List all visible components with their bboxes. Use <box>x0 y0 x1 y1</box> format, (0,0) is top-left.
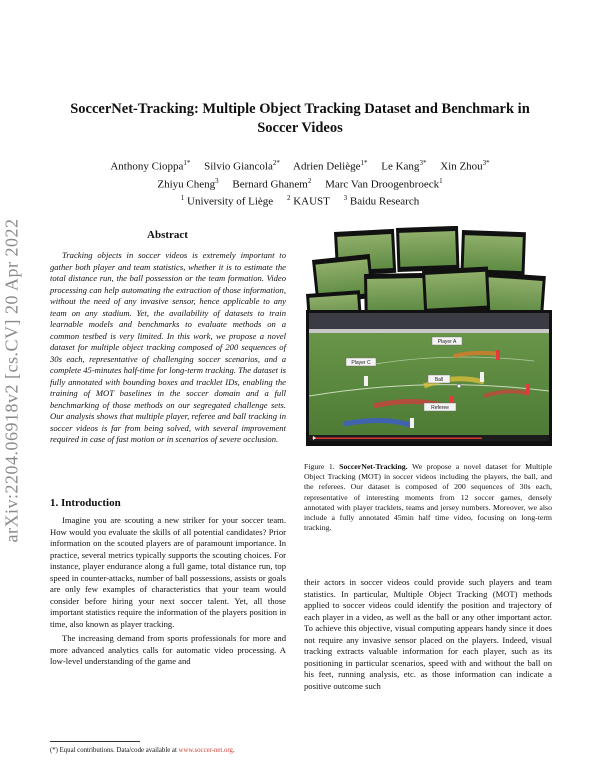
affiliation-name: University of Liège <box>187 195 274 208</box>
figure-label-player-c: Player C <box>351 360 371 366</box>
author-name: Anthony Cioppa <box>110 160 184 173</box>
intro-paragraph: Imagine you are scouting a new striker for your soccer team. How would you evaluate the skills of all potential candidates? Prior information on the scouted players are of paramount importance. In practice, several metrics typically supports the scouting choices. For instance, player endurance along a full game, total distance run, top speed in counter-attacks, number of ball possessions, assists or goals are only few examples of characteristics that your team would consider before hiring your next soccer talent. Yet, all those important statistics require the information of the players position in time, also known as player tracking. <box>50 515 286 629</box>
teaser-figure <box>304 226 554 458</box>
author-line-1 <box>40 156 560 174</box>
footnote-end: . <box>232 747 235 754</box>
author-affiliation-mark: 1* <box>360 159 368 167</box>
introduction-body <box>50 515 286 671</box>
footnote-rule <box>50 741 140 742</box>
intro-paragraph: The increasing demand from sports professionals for more and more advanced analytics calls for automatic video processing. A low-level understanding of the game and <box>50 633 286 666</box>
author-name: Marc Van Droogenbroeck <box>325 178 440 191</box>
caption-title: SoccerNet-Tracking. <box>339 462 408 471</box>
author-affiliation-mark: 3* <box>482 159 490 167</box>
author-name: Bernard Ghanem <box>232 178 308 191</box>
affiliation-mark: 2 <box>286 194 291 203</box>
author-name: Silvio Giancola <box>204 160 273 173</box>
figure-caption <box>304 462 552 533</box>
footnote-link[interactable]: www.soccer-net.org <box>178 747 233 754</box>
author-affiliation-mark: 3* <box>419 159 427 167</box>
caption-text: We propose a novel dataset for Multiple Object Tracking (MOT) in soccer videos including the players, the ball, and the referees. Our dataset is composed of 200 sequences of 30s each, representative of interesting moments from 12 soccer games, densely annotated with player tracklets, teams and jersey numbers. Moreover, we also include a fully annotated 45min half time video, focusing on long-term tracking. <box>304 462 552 533</box>
figure-image <box>304 226 554 458</box>
paper-title: SoccerNet-Tracking: Multiple Object Tracking Dataset and Benchmark in Soccer Videos <box>70 101 530 136</box>
figure-label-ball: Ball <box>434 377 444 383</box>
caption-label: Figure 1. <box>304 462 340 471</box>
figure-label-referee: Referee <box>431 405 449 411</box>
arxiv-stamp-text: arXiv:2204.06918v2 [cs.CV] 20 Apr 2022 <box>1 218 22 542</box>
affiliation-line <box>40 191 560 209</box>
author-name: Adrien Deliège <box>293 160 361 173</box>
arxiv-stamp <box>0 210 27 550</box>
abstract-heading: Abstract <box>147 229 188 241</box>
author-affiliation-mark: 1* <box>183 159 191 167</box>
author-name: Zhiyu Cheng <box>157 178 216 191</box>
author-affiliation-mark: 2 <box>307 176 312 185</box>
figure-label-player-a: Player A <box>437 339 457 345</box>
author-name: Xin Zhou <box>440 160 483 173</box>
author-affiliation-mark: 3 <box>215 176 219 185</box>
affiliation-mark: 1 <box>180 194 185 203</box>
footnote-text: (*) Equal contributions. Data/code available at <box>50 747 179 754</box>
footnote <box>50 746 300 755</box>
affiliation-name: KAUST <box>293 195 330 208</box>
affiliation-mark: 3 <box>343 194 348 203</box>
abstract-text: Tracking objects in soccer videos is extremely important to gather both player and team statistics, whether it is to estimate the total distance run, the ball possession or the team formation. Video processing can help automating the extraction of those information, without the need of any invasive sensor, hence applicable to any team on any stadium. Yet, the availability of datasets to train learnable models and benchmarks to evaluate methods on a common testbed is very limited. In this work, we propose a novel dataset for multiple object tracking composed of 200 sequences of 30s each, representative of challenging soccer scenarios, and a complete 45-minutes half-time for long-term tracking. The dataset is fully annotated with bounding boxes and tracklet IDs, enabling the training of MOT baselines in the soccer domain and a full benchmarking of those methods on our segregated challenge sets. Our analysis shows that multiple player, referee and ball tracking in soccer videos is far from being solved, with several improvement required in case of fast motion or in scenarios of severe occlusion. <box>50 250 286 444</box>
right-column-text: their actors in soccer videos could provide such players and team statistics. In particular, Multiple Object Tracking (MOT) methods applied to soccer videos could identify the position and trajectory of each player in a video, as well as the ball or any other important actor. To achieve this objective, visual computing appears handy since it does not require any invasive sensor placed on the players. Indeed, visual tracking extracts valuable information for each player, such as its positioning in particular scenarios, speed with and without the ball on his feet, running analysis, etc. as those information can indicate a positive outcome such <box>304 577 552 691</box>
section-heading: 1. Introduction <box>50 497 121 509</box>
author-name: Le Kang <box>381 160 420 173</box>
main-frame <box>306 310 552 446</box>
author-affiliation-mark: 2* <box>272 159 280 167</box>
affiliation-name: Baidu Research <box>349 195 420 208</box>
author-line-2 <box>40 174 560 192</box>
author-block <box>40 156 560 209</box>
author-affiliation-mark: 1 <box>439 176 443 185</box>
